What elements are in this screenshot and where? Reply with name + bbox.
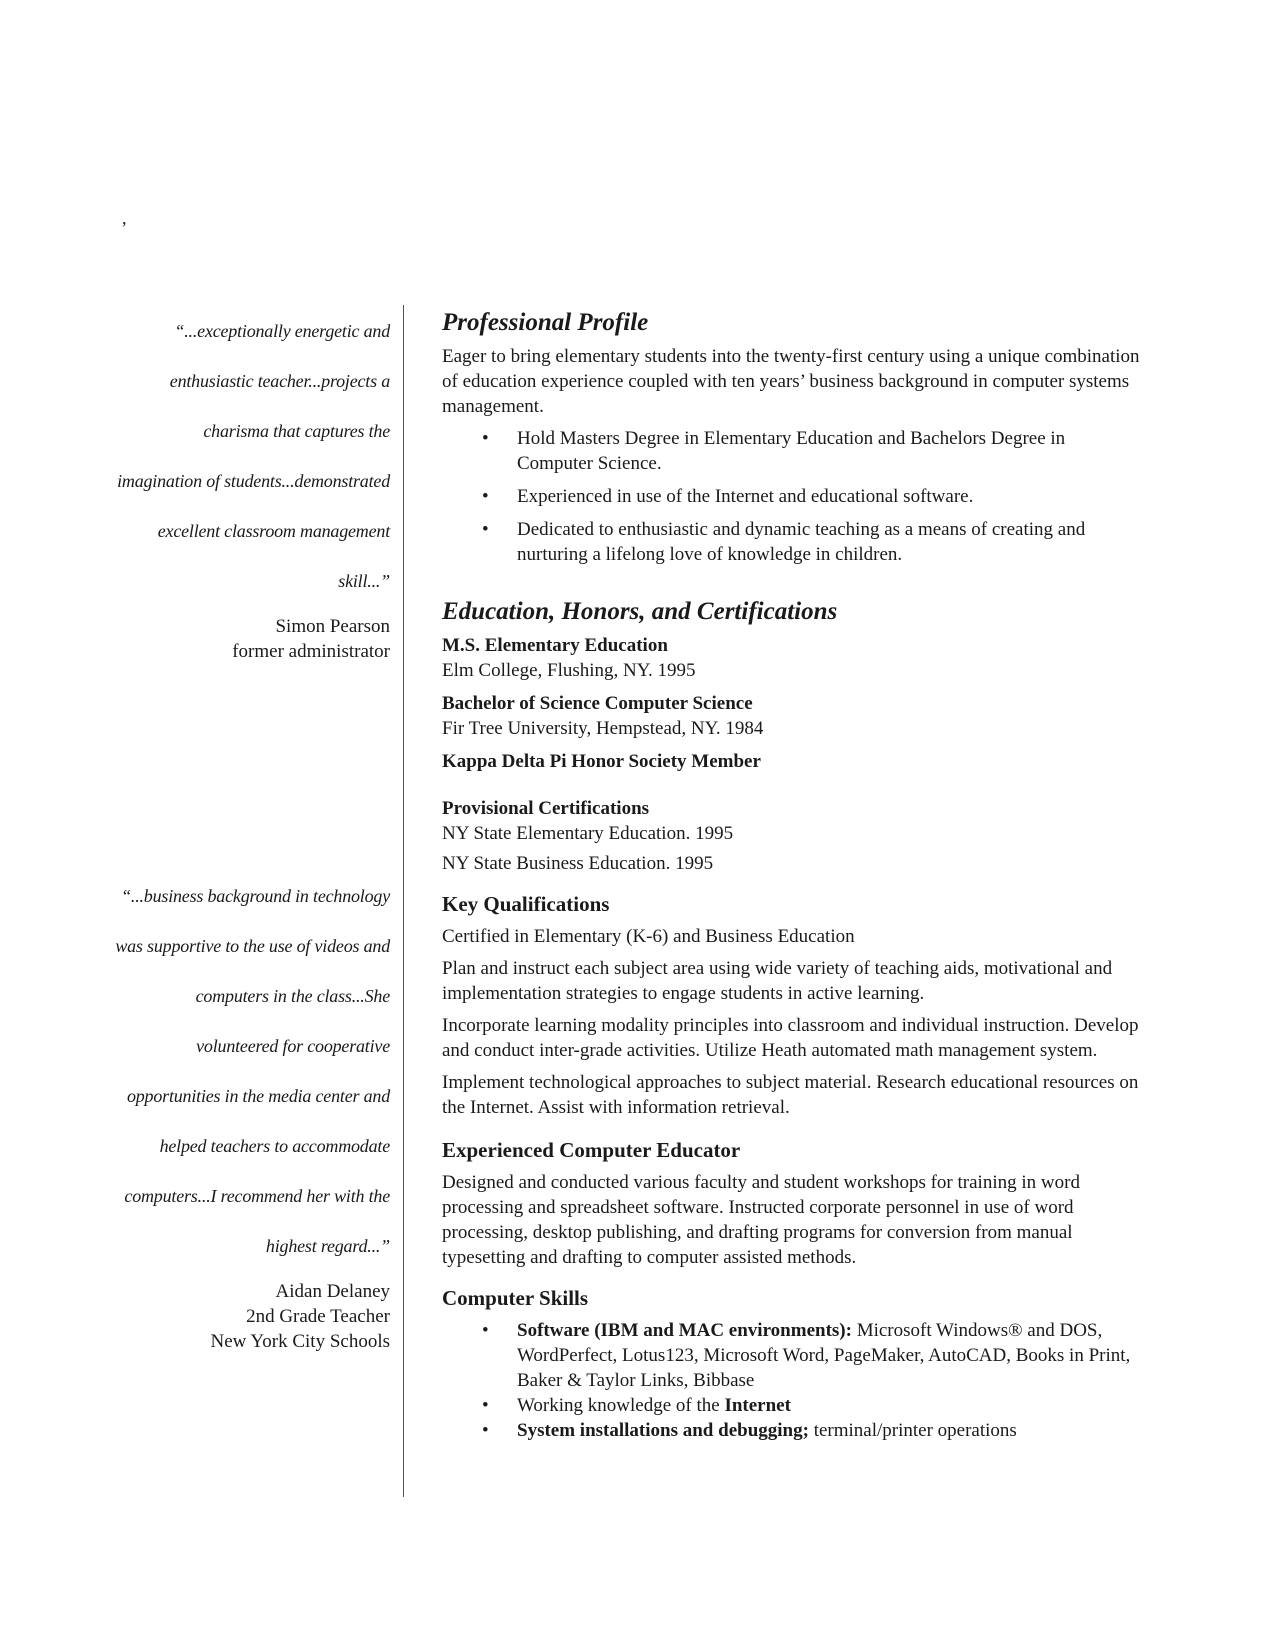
testimonial-2-role: 2nd Grade Teacher (246, 1306, 390, 1327)
computer-skills-section (442, 1284, 1142, 1443)
degree-entry (442, 633, 1142, 683)
skill-text: terminal/printer operations (808, 1420, 1017, 1441)
testimonial-2-org: New York City Schools (210, 1331, 390, 1352)
quote-line: imagination of students...demonstrated (117, 471, 390, 491)
profile-summary: Eager to bring elementary students into the twenty-first century using a unique combination of education experience coupled with ten years’ business background in computer systems management. (442, 346, 1140, 417)
list-item (442, 426, 1142, 476)
certifications-title: Provisional Certifications (442, 798, 650, 819)
testimonial-1-quote (110, 306, 390, 606)
degree-detail: Elm College, Flushing, NY. 1995 (442, 660, 696, 681)
educator-heading: Experienced Computer Educator (442, 1138, 741, 1162)
educator-text: Designed and conducted various faculty and student workshops for training in word processing and spreadsheet software. Instructed corporate personnel in use of word processing, desktop publishing, and drafting programs for conversion from manual typesetting and drafting to computer assisted methods. (442, 1172, 1080, 1268)
skill-label: Internet (724, 1395, 791, 1416)
testimonial-1-attribution (110, 614, 390, 664)
skill-label: System installations and debugging; (517, 1420, 809, 1441)
quote-line: enthusiastic teacher...projects a (169, 371, 390, 391)
stray-comma-mark: , (122, 208, 127, 228)
profile-bullet-list (442, 426, 1142, 567)
computer-educator-section (442, 1136, 1142, 1270)
education-heading: Education, Honors, and Certifications (442, 598, 838, 625)
qualification-item: Certified in Elementary (K-6) and Business Education (442, 926, 855, 947)
profile-heading: Professional Profile (442, 309, 649, 336)
degree-title: M.S. Elementary Education (442, 635, 668, 656)
honor-entry (442, 749, 1142, 774)
testimonial-2-attribution (110, 1279, 390, 1354)
profile-bullet-text: Experienced in use of the Internet and educational software. (517, 486, 974, 507)
bullet-icon: • (482, 519, 489, 540)
quote-line: was supportive to the use of videos and (115, 936, 390, 956)
quote-line: volunteered for cooperative (196, 1036, 390, 1056)
profile-bullet-text: Dedicated to enthusiastic and dynamic teaching as a means of creating and nurturing a lifelong love of knowledge in children. (517, 519, 1086, 565)
certifications-entry (442, 796, 1142, 876)
skill-text: Microsoft Windows® and DOS, WordPerfect, Lotus123, Microsoft Word, PageMaker, AutoCAD, Books in Print, Baker & Taylor Links, Bibbase (517, 1320, 1131, 1391)
bullet-icon: • (482, 1320, 489, 1341)
list-item (442, 1418, 1142, 1443)
bullet-icon: • (482, 1420, 489, 1441)
quote-line: “...exceptionally energetic and (174, 321, 390, 341)
quote-line: computers...I recommend her with the (124, 1186, 390, 1206)
certification-item: NY State Business Education. 1995 (442, 853, 714, 874)
degree-entry (442, 691, 1142, 741)
quote-line: helped teachers to accommodate (159, 1136, 390, 1156)
quote-line: excellent classroom management (157, 521, 390, 541)
skill-text: Working knowledge of the (517, 1395, 725, 1416)
quote-line: skill...” (338, 571, 390, 591)
qualification-item: Implement technological approaches to subject material. Research educational resources on the Internet. Assist with information retrieval. (442, 1072, 1139, 1118)
bullet-icon: • (482, 486, 489, 507)
qualification-item: Plan and instruct each subject area using wide variety of teaching aids, motivational and implementation strategies to engage students in active learning. (442, 958, 1113, 1004)
degree-title: Bachelor of Science Computer Science (442, 693, 753, 714)
honor-title: Kappa Delta Pi Honor Society Member (442, 751, 761, 772)
quote-line: highest regard...” (265, 1236, 390, 1256)
key-qualifications-section (442, 890, 1142, 1120)
qualifications-heading: Key Qualifications (442, 892, 610, 916)
education-section (442, 595, 1142, 876)
bullet-icon: • (482, 428, 489, 449)
testimonial-1 (110, 306, 390, 664)
testimonial-1-name: Simon Pearson (275, 616, 390, 637)
column-divider (403, 305, 404, 1497)
list-item (442, 484, 1142, 509)
list-item (442, 517, 1142, 567)
degree-detail: Fir Tree University, Hempstead, NY. 1984 (442, 718, 764, 739)
testimonial-1-role: former administrator (232, 641, 390, 662)
testimonial-2-name: Aidan Delaney (275, 1281, 390, 1302)
quote-line: opportunities in the media center and (126, 1086, 390, 1106)
qualification-item: Incorporate learning modality principles into classroom and individual instruction. Develop and conduct inter-grade activities. Utilize Heath automated math management system. (442, 1015, 1139, 1061)
quote-line: computers in the class...She (195, 986, 390, 1006)
list-item (442, 1318, 1142, 1393)
profile-bullet-text: Hold Masters Degree in Elementary Education and Bachelors Degree in Computer Science. (517, 428, 1066, 474)
testimonial-2-quote (110, 871, 390, 1271)
professional-profile-section (442, 306, 1142, 567)
quote-line: “...business background in technology (121, 886, 390, 906)
resume-main (442, 306, 1142, 1443)
certification-item: NY State Elementary Education. 1995 (442, 823, 734, 844)
skills-bullet-list (442, 1318, 1142, 1443)
skills-heading: Computer Skills (442, 1286, 589, 1310)
bullet-icon: • (482, 1395, 489, 1416)
quote-line: charisma that captures the (203, 421, 390, 441)
testimonial-2 (110, 871, 390, 1354)
list-item (442, 1393, 1142, 1418)
skill-label: Software (IBM and MAC environments): (517, 1320, 852, 1341)
